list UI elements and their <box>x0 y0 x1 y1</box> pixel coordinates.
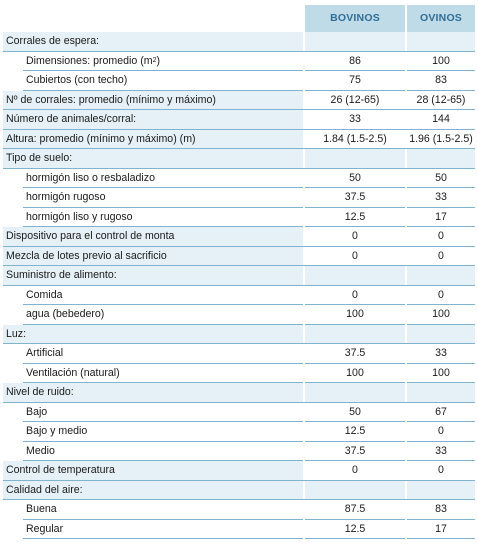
table-row <box>3 383 475 403</box>
table-row <box>3 52 475 72</box>
row-label <box>3 208 303 228</box>
bovinos-value: 0 <box>352 464 358 477</box>
bovinos-value: 75 <box>349 74 361 87</box>
bovinos-value: 1.84 (1.5-2.5) <box>323 132 387 145</box>
table-row <box>3 442 475 462</box>
table-row <box>3 305 475 325</box>
ovinos-value: 100 <box>432 54 450 67</box>
table-row <box>3 169 475 189</box>
table-row <box>3 520 475 540</box>
bovinos-value: 0 <box>352 288 358 301</box>
row-label-text: agua (bebedero) <box>26 308 105 321</box>
table-row <box>3 149 475 169</box>
row-label-text: Regular <box>26 522 64 535</box>
ovinos-value: 0 <box>438 249 444 262</box>
ovinos-value: 50 <box>435 171 447 184</box>
bovinos-value: 100 <box>346 366 364 379</box>
row-label <box>3 305 303 325</box>
table-row <box>3 110 475 130</box>
table-header-row <box>3 5 475 32</box>
table-row <box>3 500 475 520</box>
header-bovinos: BOVINOS <box>305 5 405 32</box>
bovinos-value: 100 <box>346 308 364 321</box>
row-label-text: Dispositivo para el control de monta <box>6 230 175 243</box>
ovinos-value: 17 <box>435 210 447 223</box>
row-label-text: hormigón liso y rugoso <box>26 210 133 223</box>
row-label-text: Comida <box>26 288 63 301</box>
row-label <box>3 188 303 208</box>
bovinos-value: 37.5 <box>344 444 366 457</box>
ovinos-value: 67 <box>435 405 447 418</box>
row-label <box>3 110 303 130</box>
ovinos-value <box>407 325 475 345</box>
bovinos-value <box>305 149 405 169</box>
table-row <box>3 247 475 267</box>
bovinos-value: 37.5 <box>344 347 366 360</box>
row-label-text: Dimensiones: promedio (m <box>26 54 153 67</box>
row-label-text: Tipo de suelo: <box>6 152 73 165</box>
row-label <box>3 32 303 52</box>
row-label-text: Nivel de ruido: <box>6 386 74 399</box>
table-row <box>3 32 475 52</box>
row-label-text: Medio <box>26 444 55 457</box>
row-label-text: Altura: promedio (mínimo y máximo) (m) <box>6 132 196 145</box>
row-label-text: Corrales de espera: <box>6 35 100 48</box>
row-label <box>3 325 303 345</box>
table-row <box>3 266 475 286</box>
bovinos-value: 26 (12-65) <box>330 93 380 106</box>
ovinos-value <box>407 32 475 52</box>
ovinos-value: 0 <box>438 288 444 301</box>
table-row <box>3 91 475 111</box>
row-label <box>3 286 303 306</box>
header-ovinos: OVINOS <box>407 5 475 32</box>
ovinos-value: 0 <box>438 425 444 438</box>
ovinos-value: 0 <box>438 464 444 477</box>
bovinos-value: 12.5 <box>344 522 366 535</box>
ovinos-value <box>407 383 475 403</box>
table-row <box>3 188 475 208</box>
ovinos-value: 17 <box>435 522 447 535</box>
row-label-end: ) <box>156 54 161 67</box>
row-label-text: Luz: <box>6 327 27 340</box>
row-label <box>3 227 303 247</box>
row-label-text: Ventilación (natural) <box>26 366 120 379</box>
bovinos-value <box>305 481 405 501</box>
bovinos-value: 87.5 <box>344 503 366 516</box>
table-body <box>3 32 475 539</box>
ovinos-value: 144 <box>432 113 450 126</box>
table-row <box>3 403 475 423</box>
row-label <box>3 520 303 540</box>
bovinos-value: 12.5 <box>344 210 366 223</box>
row-label <box>3 364 303 384</box>
row-label <box>3 481 303 501</box>
row-label-text: Suministro de alimento: <box>6 269 117 282</box>
row-label <box>3 500 303 520</box>
row-label-text: hormigón liso o resbaladizo <box>26 171 155 184</box>
ovinos-value <box>407 149 475 169</box>
bovinos-value: 50 <box>349 171 361 184</box>
row-label-text: Artificial <box>26 347 64 360</box>
bovinos-value: 12.5 <box>344 425 366 438</box>
bovinos-value: 33 <box>349 113 361 126</box>
bovinos-value <box>305 266 405 286</box>
row-label-text: Número de animales/corral: <box>6 113 137 126</box>
data-table <box>3 5 475 539</box>
row-label <box>3 461 303 481</box>
header-blank-cell <box>3 5 303 32</box>
ovinos-value <box>407 481 475 501</box>
table-row <box>3 344 475 364</box>
row-label <box>3 422 303 442</box>
row-label-text: Calidad del aire: <box>6 483 83 496</box>
ovinos-value: 0 <box>438 230 444 243</box>
row-divider <box>305 538 405 539</box>
ovinos-value: 100 <box>432 308 450 321</box>
row-label <box>3 130 303 150</box>
row-label-text: hormigón rugoso <box>26 191 106 204</box>
bovinos-value: 0 <box>352 230 358 243</box>
table-row <box>3 461 475 481</box>
row-label: Dimensiones: promedio (m 2 ) <box>26 54 161 67</box>
ovinos-value: 1.96 (1.5-2.5) <box>409 132 473 145</box>
ovinos-value: 33 <box>435 444 447 457</box>
ovinos-value: 33 <box>435 347 447 360</box>
table-row <box>3 286 475 306</box>
row-label-text: Bajo <box>26 405 48 418</box>
ovinos-value: 33 <box>435 191 447 204</box>
bovinos-value: 37.5 <box>344 191 366 204</box>
row-label <box>3 149 303 169</box>
table-row <box>3 130 475 150</box>
ovinos-value: 83 <box>435 74 447 87</box>
row-label-text: Cubiertos (con techo) <box>26 74 128 87</box>
bovinos-value: 50 <box>349 405 361 418</box>
ovinos-value <box>407 266 475 286</box>
row-divider <box>23 538 303 539</box>
row-label-text: Mezcla de lotes previo al sacrificio <box>6 249 167 262</box>
row-label <box>3 266 303 286</box>
row-label <box>3 442 303 462</box>
bovinos-value <box>305 383 405 403</box>
table-row <box>3 208 475 228</box>
table-row <box>3 325 475 345</box>
bovinos-value <box>305 325 405 345</box>
row-label <box>3 383 303 403</box>
table-row <box>3 364 475 384</box>
row-label-text: Nº de corrales: promedio (mínimo y máximo) <box>6 93 216 106</box>
bovinos-value: 86 <box>349 54 361 67</box>
row-label <box>3 247 303 267</box>
bovinos-value: 0 <box>352 249 358 262</box>
ovinos-value: 83 <box>435 503 447 516</box>
ovinos-value: 100 <box>432 366 450 379</box>
row-label-text: Bajo y medio <box>26 425 88 438</box>
bovinos-value <box>305 32 405 52</box>
row-label-text: Buena <box>26 503 57 516</box>
table-row <box>3 422 475 442</box>
row-label <box>3 344 303 364</box>
row-label <box>3 403 303 423</box>
row-label <box>3 91 303 111</box>
row-label <box>3 71 303 91</box>
table-row <box>3 227 475 247</box>
ovinos-value: 28 (12-65) <box>416 93 466 106</box>
row-divider <box>407 538 475 539</box>
row-label-text: Control de temperatura <box>6 464 115 477</box>
row-label <box>3 169 303 189</box>
table-row <box>3 71 475 91</box>
table-row <box>3 481 475 501</box>
